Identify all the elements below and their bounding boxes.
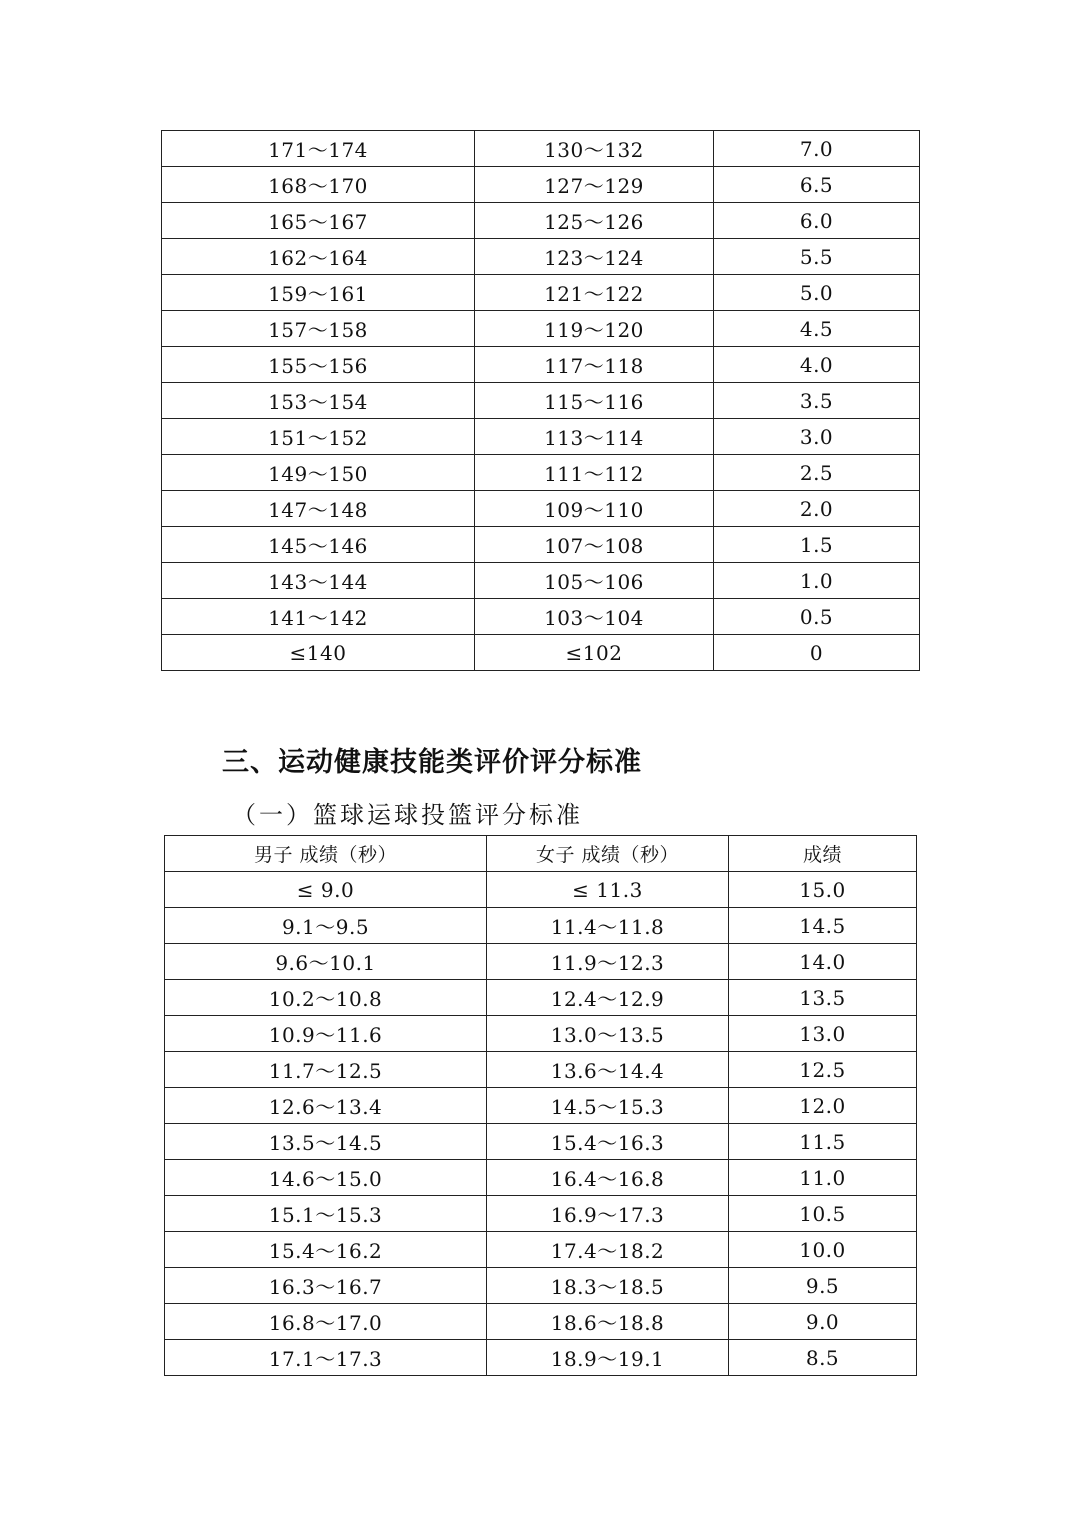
table-row bbox=[162, 527, 920, 563]
table-row bbox=[162, 239, 920, 275]
cell-score: 6.0 bbox=[714, 203, 920, 239]
header-row bbox=[165, 836, 917, 872]
cell-score: 2.0 bbox=[714, 491, 920, 527]
table-row bbox=[162, 131, 920, 167]
cell-female-range: 127～129 bbox=[475, 167, 714, 203]
cell-score: 5.5 bbox=[714, 239, 920, 275]
cell-male-time: 15.1～15.3 bbox=[165, 1196, 487, 1232]
cell-female-range: 107～108 bbox=[475, 527, 714, 563]
cell-male-time: 17.1～17.3 bbox=[165, 1340, 487, 1376]
cell-male-time: 9.6～10.1 bbox=[165, 944, 487, 980]
table-row bbox=[162, 455, 920, 491]
table-row bbox=[162, 635, 920, 671]
cell-male-time: ≤ 9.0 bbox=[165, 872, 487, 908]
cell-score: 14.5 bbox=[729, 908, 917, 944]
cell-score: 1.0 bbox=[714, 563, 920, 599]
cell-male-time: 13.5～14.5 bbox=[165, 1124, 487, 1160]
cell-female-time: 11.4～11.8 bbox=[487, 908, 729, 944]
cell-female-time: 15.4～16.3 bbox=[487, 1124, 729, 1160]
table-row bbox=[162, 419, 920, 455]
cell-score: 1.5 bbox=[714, 527, 920, 563]
cell-female-range: 111～112 bbox=[475, 455, 714, 491]
cell-score: 11.5 bbox=[729, 1124, 917, 1160]
table-row bbox=[162, 311, 920, 347]
cell-female-time: 13.0～13.5 bbox=[487, 1016, 729, 1052]
cell-score: 6.5 bbox=[714, 167, 920, 203]
cell-score: 13.5 bbox=[729, 980, 917, 1016]
cell-female-time: 14.5～15.3 bbox=[487, 1088, 729, 1124]
cell-male-range: ≤140 bbox=[162, 635, 475, 671]
table-row bbox=[162, 167, 920, 203]
cell-male-range: 171～174 bbox=[162, 131, 475, 167]
cell-female-time: 13.6～14.4 bbox=[487, 1052, 729, 1088]
cell-male-range: 145～146 bbox=[162, 527, 475, 563]
cell-female-range: 109～110 bbox=[475, 491, 714, 527]
section-subtitle: （一）篮球运球投篮评分标准 bbox=[232, 801, 583, 829]
table-row bbox=[162, 491, 920, 527]
table-row bbox=[165, 1304, 917, 1340]
table-row bbox=[165, 944, 917, 980]
cell-female-time: 16.4～16.8 bbox=[487, 1160, 729, 1196]
cell-female-time: 17.4～18.2 bbox=[487, 1232, 729, 1268]
cell-female-range: 117～118 bbox=[475, 347, 714, 383]
cell-female-range: 125～126 bbox=[475, 203, 714, 239]
cell-female-time: ≤ 11.3 bbox=[487, 872, 729, 908]
cell-score: 8.5 bbox=[729, 1340, 917, 1376]
cell-female-time: 12.4～12.9 bbox=[487, 980, 729, 1016]
cell-female-range: 103～104 bbox=[475, 599, 714, 635]
cell-male-range: 153～154 bbox=[162, 383, 475, 419]
table-row bbox=[162, 563, 920, 599]
cell-score: 12.0 bbox=[729, 1088, 917, 1124]
cell-female-range: 105～106 bbox=[475, 563, 714, 599]
cell-female-time: 18.9～19.1 bbox=[487, 1340, 729, 1376]
cell-score: 3.0 bbox=[714, 419, 920, 455]
cell-score: 3.5 bbox=[714, 383, 920, 419]
cell-female-time: 18.6～18.8 bbox=[487, 1304, 729, 1340]
table-row bbox=[165, 1268, 917, 1304]
table-row bbox=[165, 1160, 917, 1196]
cell-score: 13.0 bbox=[729, 1016, 917, 1052]
table-row bbox=[165, 1052, 917, 1088]
cell-female-time: 18.3～18.5 bbox=[487, 1268, 729, 1304]
table-row bbox=[165, 1340, 917, 1376]
table-row bbox=[162, 383, 920, 419]
table-row bbox=[165, 1196, 917, 1232]
cell-score: 14.0 bbox=[729, 944, 917, 980]
cell-male-time: 9.1～9.5 bbox=[165, 908, 487, 944]
table-row bbox=[162, 599, 920, 635]
cell-score: 9.5 bbox=[729, 1268, 917, 1304]
cell-male-range: 168～170 bbox=[162, 167, 475, 203]
cell-male-time: 12.6～13.4 bbox=[165, 1088, 487, 1124]
cell-male-time: 10.9～11.6 bbox=[165, 1016, 487, 1052]
cell-male-range: 155～156 bbox=[162, 347, 475, 383]
cell-male-range: 149～150 bbox=[162, 455, 475, 491]
table-row bbox=[162, 347, 920, 383]
cell-score: 5.0 bbox=[714, 275, 920, 311]
cell-score: 2.5 bbox=[714, 455, 920, 491]
cell-male-range: 162～164 bbox=[162, 239, 475, 275]
cell-male-range: 147～148 bbox=[162, 491, 475, 527]
cell-male-time: 16.3～16.7 bbox=[165, 1268, 487, 1304]
table-row bbox=[165, 1232, 917, 1268]
table-row bbox=[165, 1016, 917, 1052]
cell-score: 7.0 bbox=[714, 131, 920, 167]
basketball-score-table-header bbox=[165, 836, 917, 872]
cell-female-range: 121～122 bbox=[475, 275, 714, 311]
cell-male-time: 15.4～16.2 bbox=[165, 1232, 487, 1268]
header-female-time: 女子 成绩（秒） bbox=[487, 836, 729, 872]
cell-score: 4.5 bbox=[714, 311, 920, 347]
cell-male-range: 159～161 bbox=[162, 275, 475, 311]
cell-female-time: 16.9～17.3 bbox=[487, 1196, 729, 1232]
table-row bbox=[165, 908, 917, 944]
cell-female-range: 113～114 bbox=[475, 419, 714, 455]
cell-score: 11.0 bbox=[729, 1160, 917, 1196]
table-row bbox=[165, 872, 917, 908]
cell-score: 9.0 bbox=[729, 1304, 917, 1340]
basketball-score-table-body bbox=[165, 872, 917, 1376]
cell-female-range: ≤102 bbox=[475, 635, 714, 671]
table-row bbox=[162, 275, 920, 311]
table-row bbox=[162, 203, 920, 239]
basketball-score-table bbox=[164, 835, 917, 1376]
cell-female-time: 11.9～12.3 bbox=[487, 944, 729, 980]
cell-score: 10.0 bbox=[729, 1232, 917, 1268]
cell-male-range: 165～167 bbox=[162, 203, 475, 239]
cell-score: 15.0 bbox=[729, 872, 917, 908]
table-row bbox=[165, 1124, 917, 1160]
cell-male-range: 151～152 bbox=[162, 419, 475, 455]
cell-male-time: 10.2～10.8 bbox=[165, 980, 487, 1016]
cell-male-time: 11.7～12.5 bbox=[165, 1052, 487, 1088]
cell-female-range: 130～132 bbox=[475, 131, 714, 167]
table-row bbox=[165, 980, 917, 1016]
cell-male-range: 157～158 bbox=[162, 311, 475, 347]
cell-female-range: 123～124 bbox=[475, 239, 714, 275]
cell-score: 10.5 bbox=[729, 1196, 917, 1232]
cell-female-range: 119～120 bbox=[475, 311, 714, 347]
cell-male-range: 141～142 bbox=[162, 599, 475, 635]
cell-male-time: 16.8～17.0 bbox=[165, 1304, 487, 1340]
cell-score: 4.0 bbox=[714, 347, 920, 383]
section-title: 三、运动健康技能类评价评分标准 bbox=[222, 747, 642, 778]
cell-male-time: 14.6～15.0 bbox=[165, 1160, 487, 1196]
cell-score: 0.5 bbox=[714, 599, 920, 635]
table-row bbox=[165, 1088, 917, 1124]
score-table-continued-body bbox=[162, 131, 920, 671]
cell-male-range: 143～144 bbox=[162, 563, 475, 599]
cell-score: 0 bbox=[714, 635, 920, 671]
cell-score: 12.5 bbox=[729, 1052, 917, 1088]
header-male-time: 男子 成绩（秒） bbox=[165, 836, 487, 872]
cell-female-range: 115～116 bbox=[475, 383, 714, 419]
score-table-continued bbox=[161, 130, 920, 671]
header-score: 成绩 bbox=[729, 836, 917, 872]
